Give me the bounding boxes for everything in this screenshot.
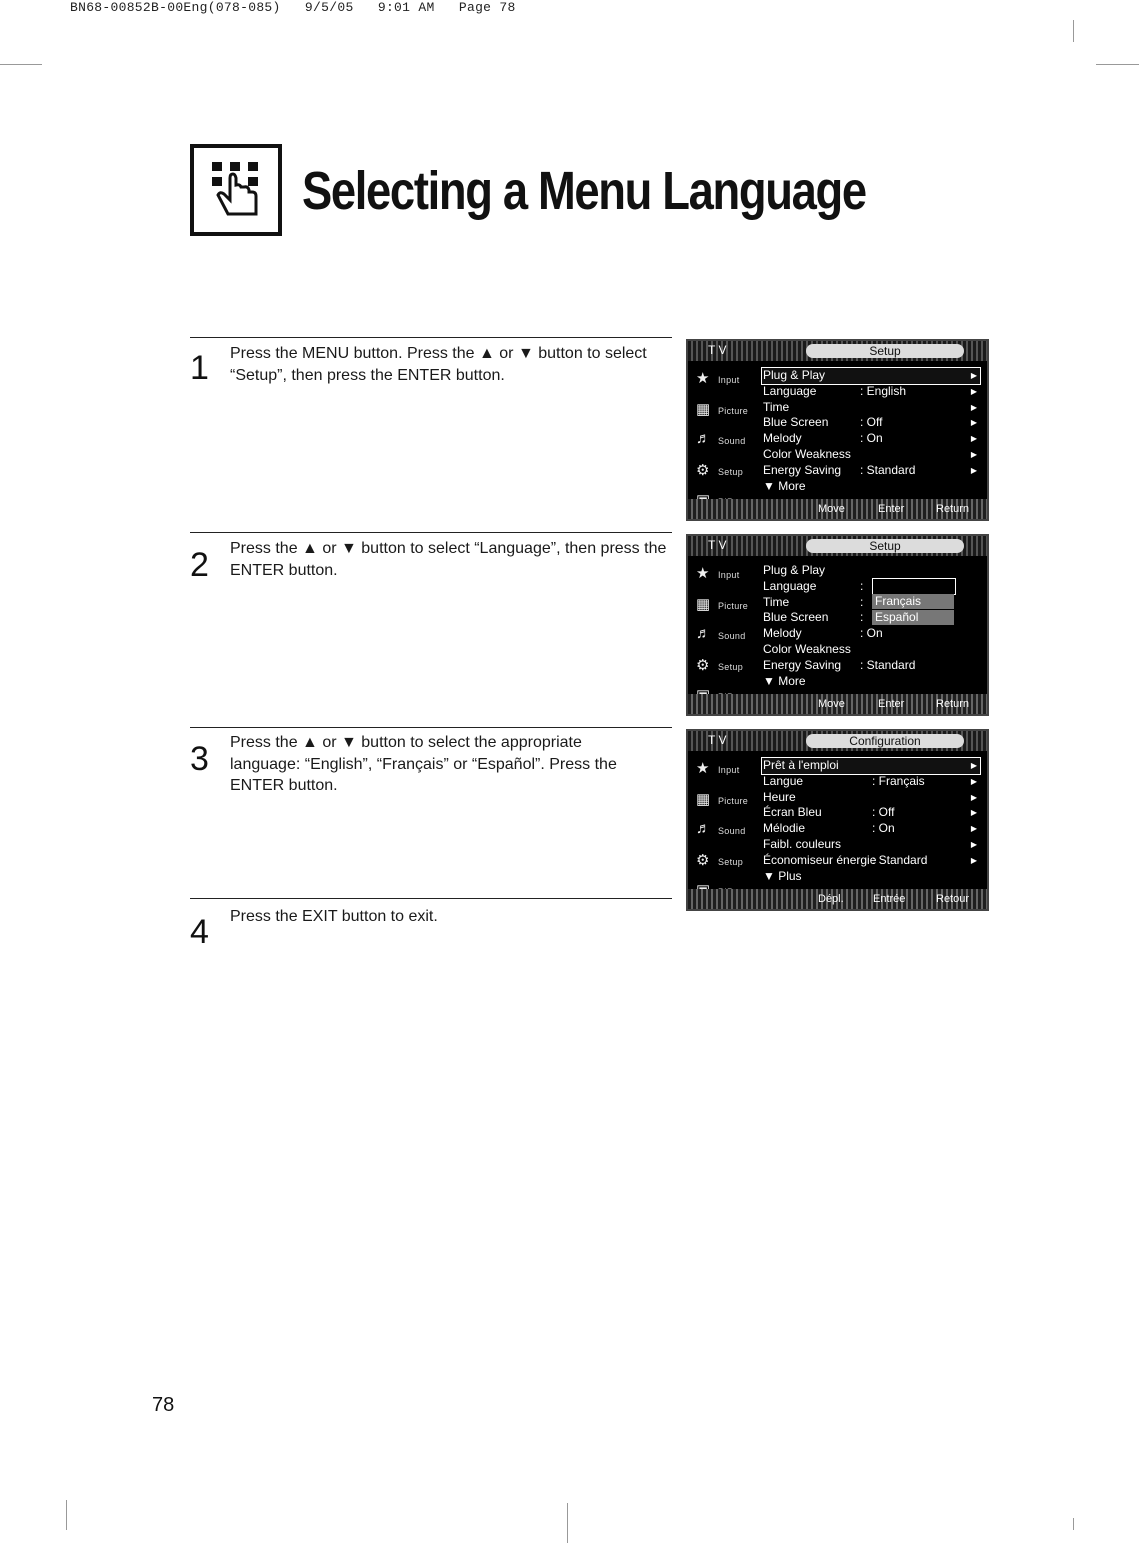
crop-mark [1073, 20, 1074, 42]
tv-menu-screen-configuration [686, 729, 989, 911]
input-icon: ★ [696, 760, 710, 777]
side-item-sound: ♬ Sound [696, 430, 746, 447]
menu-list [762, 758, 980, 884]
menu-row: Blue Screen : Off ▶ [763, 415, 977, 430]
footer-enter: Enter [878, 503, 905, 515]
screen-footer [688, 694, 987, 714]
screen-top-bar [688, 731, 987, 751]
tv-label: T V [708, 343, 727, 357]
step-text: Press the MENU button. Press the ▲ or ▼ button to select “Setup”, then press the ENTER button. [230, 345, 647, 384]
menu-row: Time : [763, 594, 864, 609]
crop-mark [1073, 1518, 1074, 1530]
menu-row: Language : [763, 578, 864, 593]
footer-move: Move [818, 503, 845, 515]
menu-row: Heure ▶ [763, 789, 977, 804]
language-dropdown-selected [872, 578, 956, 595]
menu-row: ▼ More [763, 478, 806, 493]
menu-row: Prêt à l'emploi ▶ [762, 758, 980, 774]
language-option-espanol: Español [872, 610, 954, 625]
step-text: Press the ▲ or ▼ button to select the appropriate language: “English”, “Français” or “Español”. Press the ENTER button. [230, 734, 617, 794]
crop-mark [1096, 64, 1139, 65]
side-item-picture: ▦ Picture [696, 400, 749, 418]
tv-label: T V [708, 538, 727, 552]
step-number: 2 [190, 546, 209, 584]
menu-row: Energy Saving : Standard ▶ [763, 462, 977, 477]
setup-icon: ⚙ [696, 851, 710, 869]
step-divider [190, 727, 672, 728]
menu-row: Blue Screen : [763, 610, 864, 625]
screen-footer [688, 889, 987, 909]
menu-row: Language : English ▶ [763, 383, 977, 398]
sound-icon: ♬ [696, 430, 711, 447]
step-number: 3 [190, 740, 209, 778]
input-icon: ★ [696, 565, 710, 582]
page-title: Selecting a Menu Language [302, 161, 866, 221]
menu-sidebar [694, 562, 758, 715]
side-item-setup: ⚙ Setup [696, 656, 744, 674]
step-divider [190, 532, 672, 533]
menu-row: Plug & Play [763, 563, 826, 577]
page-number: 78 [152, 1394, 175, 1416]
menu-row: Melody : On ▶ [763, 431, 977, 446]
footer-return: Retour [936, 893, 970, 905]
footer-return: Return [936, 503, 970, 515]
sound-icon: ♬ [696, 625, 711, 642]
menu-row: Langue : Français ▶ [763, 773, 977, 788]
screen-footer [688, 499, 987, 519]
footer-enter: Entrée [873, 893, 906, 905]
side-item-setup: ⚙ Setup [696, 461, 744, 479]
footer-move: Dépl. [818, 893, 844, 905]
step-number: 1 [190, 349, 209, 387]
side-item-input: ★ Input [696, 370, 740, 387]
menu-header: Configuration [806, 734, 964, 748]
menu-row: Time ▶ [763, 399, 977, 414]
tv-label: T V [708, 733, 727, 747]
menu-row: ▼ More [763, 673, 806, 688]
tv-menu-screen-language [686, 534, 989, 716]
menu-row: Mélodie : On ▶ [763, 821, 977, 836]
picture-icon: ▦ [696, 595, 711, 613]
step-text: Press the ▲ or ▼ button to select “Language”, then press the ENTER button. [230, 540, 667, 579]
menu-row: Color Weakness [763, 641, 851, 656]
menu-header: Setup [806, 539, 964, 553]
crop-mark [567, 1503, 568, 1543]
hand-menu-icon [190, 144, 282, 236]
step-text: Press the EXIT button to exit. [230, 908, 438, 925]
picture-icon: ▦ [696, 790, 711, 808]
print-slug: BN68-00852B-00Eng(078-085) 9/5/05 9:01 AM Page 78 [70, 0, 516, 15]
footer-return: Return [936, 698, 970, 710]
menu-row: Color Weakness ▶ [763, 446, 977, 461]
menu-row: Faibl. couleurs ▶ [763, 836, 977, 851]
tv-menu-screen-setup [686, 339, 989, 521]
menu-row: Économiseur énergie : Standard ▶ [763, 852, 977, 867]
step-number: 4 [190, 913, 209, 951]
step-divider [190, 337, 672, 338]
side-item-sound: ♬ Sound [696, 820, 746, 837]
menu-list [762, 368, 980, 494]
step-divider [190, 898, 672, 899]
screen-top-bar [688, 536, 987, 556]
side-item-input: ★ Input [696, 565, 740, 582]
menu-row: Melody : On [763, 626, 883, 641]
setup-icon: ⚙ [696, 461, 710, 479]
language-option-francais: Français [872, 594, 954, 609]
side-item-picture: ▦ Picture [696, 595, 749, 613]
crop-mark [66, 1500, 67, 1530]
side-item-input: ★ Input [696, 760, 740, 777]
menu-sidebar [694, 367, 758, 520]
menu-row: Plug & Play ▶ [762, 368, 980, 384]
sound-icon: ♬ [696, 820, 711, 837]
menu-row: ▼ Plus [763, 868, 802, 883]
picture-icon: ▦ [696, 400, 711, 418]
side-item-sound: ♬ Sound [696, 625, 746, 642]
crop-mark [0, 64, 42, 65]
menu-row: Energy Saving : Standard [763, 657, 916, 672]
side-item-picture: ▦ Picture [696, 790, 749, 808]
menu-header: Setup [806, 344, 964, 358]
footer-move: Move [818, 698, 845, 710]
input-icon: ★ [696, 370, 710, 387]
screen-top-bar [688, 341, 987, 361]
menu-sidebar [694, 757, 758, 910]
side-item-setup: ⚙ Setup [696, 851, 744, 869]
setup-icon: ⚙ [696, 656, 710, 674]
menu-row: Écran Bleu : Off ▶ [763, 805, 977, 820]
footer-enter: Enter [878, 698, 905, 710]
